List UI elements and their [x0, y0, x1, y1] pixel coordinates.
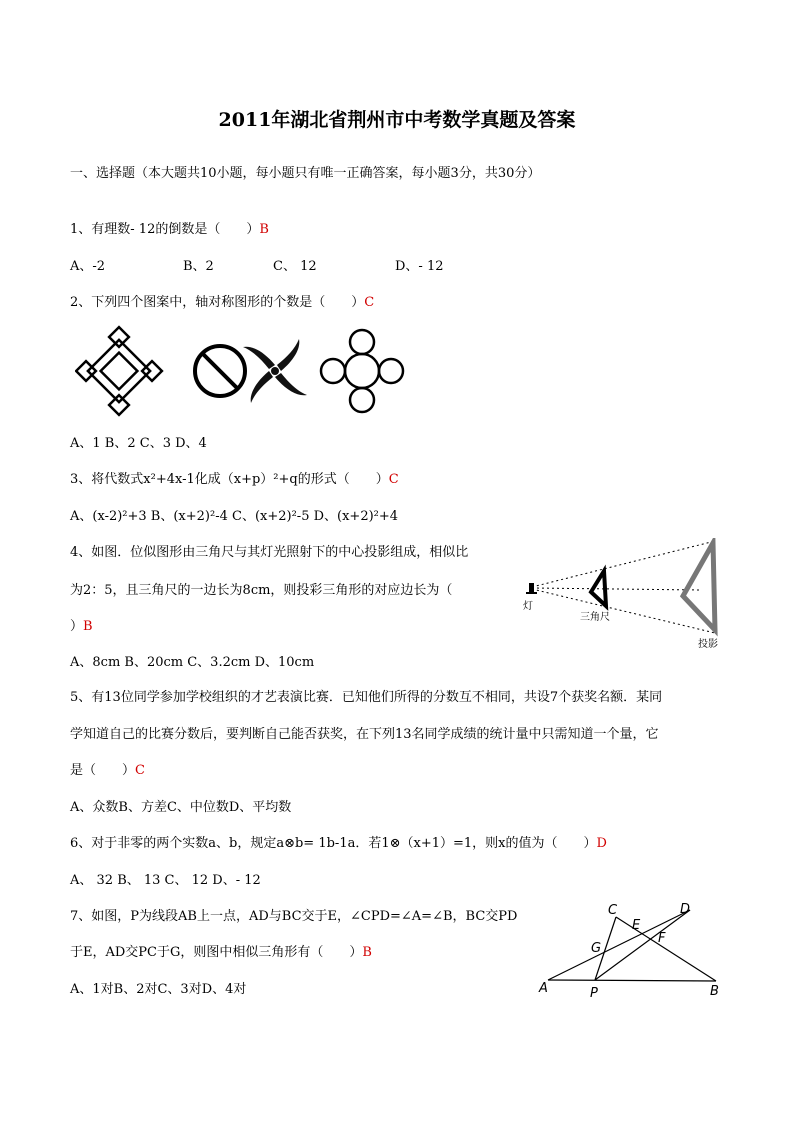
question-1-option-a: A、-2	[70, 259, 106, 274]
question-3	[70, 472, 399, 488]
point-label-a: A	[539, 981, 548, 996]
question-5-line-2: 学知道自己的比赛分数后，要判断自己能否获奖，在下列13名同学成绩的统计量中只需知道一个量，它	[70, 727, 659, 742]
question-7-answer: B	[362, 945, 372, 960]
pattern-pinwheel	[243, 339, 307, 403]
question-2-answer: C	[364, 295, 375, 310]
question-6-text: 6、对于非零的两个实数a、b，规定a⊗b= 1b-1a．若1⊗（x+1）=1，则x的值为（ ）	[70, 836, 597, 851]
question-7-line-1: 7、如图，P为线段AB上一点，AD与BC交于E，∠CPD=∠A=∠B，BC交PD	[70, 909, 518, 924]
label-triangle-ruler: 三角尺	[580, 612, 610, 623]
projected-triangle-shape	[683, 543, 715, 630]
question-1	[70, 222, 269, 238]
question-6	[70, 836, 607, 852]
question-4-answer: B	[83, 619, 93, 634]
question-1-answer: B	[259, 222, 269, 237]
question-5-text: 是（ ）	[70, 763, 136, 778]
question-5-line-1: 5、有13位同学参加学校组织的才艺表演比赛．已知他们所得的分数互不相同，共设7个获奖名额．某同	[70, 690, 663, 705]
question-3-answer: C	[388, 472, 399, 487]
question-7-line-2	[70, 945, 372, 961]
point-label-c: C	[608, 903, 618, 918]
question-6-answer: D	[596, 836, 607, 851]
question-1-option-d: D、- 12	[395, 259, 444, 274]
projection-figure	[520, 538, 735, 653]
page-title: 2011年湖北省荆州市中考数学真题及答案	[218, 109, 576, 131]
pattern-slashed-circle	[195, 346, 245, 396]
point-label-g: G	[591, 941, 602, 956]
question-4-line-3	[70, 619, 93, 635]
question-5-options: A、众数B、方差C、中位数D、平均数	[70, 800, 292, 815]
question-1-text: 1、有理数- 12的倒数是（ ）	[70, 222, 260, 237]
point-label-p: P	[590, 986, 598, 1000]
pattern-figures	[75, 325, 420, 425]
point-label-b: B	[710, 984, 719, 999]
question-1-option-b: B、2	[183, 259, 214, 274]
question-4-options: A、8cm B、20cm C、3.2cm D、10cm	[70, 655, 315, 670]
pattern-five-circles	[321, 330, 403, 412]
question-5-line-3	[70, 763, 145, 779]
question-2-options: A、1 B、2 C、3 D、4	[70, 436, 207, 451]
point-label-f: F	[658, 931, 666, 946]
lamp-icon	[526, 583, 537, 594]
question-4-paren: ）	[70, 619, 84, 634]
similar-triangles-figure	[538, 900, 733, 1000]
question-4-line-1: 4、如图．位似图形由三角尺与其灯光照射下的中心投影组成，相似比	[70, 545, 469, 560]
question-2	[70, 295, 374, 311]
question-6-options: A、 32 B、 13 C、 12 D、- 12	[70, 873, 261, 888]
question-5-answer: C	[135, 763, 145, 778]
question-7-text: 于E，AD交PC于G，则图中相似三角形有（ ）	[70, 945, 363, 960]
label-lamp: 灯	[523, 601, 533, 612]
label-projection: 投影	[698, 639, 718, 650]
section-heading: 一、选择题（本大题共10小题，每小题只有唯一正确答案，每小题3分，共30分）	[70, 166, 541, 181]
point-label-d: D	[680, 902, 691, 917]
question-1-option-c: C、 12	[273, 259, 317, 274]
question-3-options: A、(x-2)²+3 B、(x+2)²-4 C、(x+2)²-5 D、(x+2)²+4	[70, 509, 399, 524]
question-4-line-2: 为2：5，且三角尺的一边长为8cm，则投彩三角形的对应边长为（	[70, 583, 453, 598]
point-label-e: E	[632, 918, 641, 933]
pattern-diamond-squares	[76, 327, 162, 415]
question-7-options: A、1对B、2对C、3对D、4对	[70, 982, 247, 997]
question-2-text: 2、下列四个图案中，轴对称图形的个数是（ ）	[70, 295, 365, 310]
question-3-text: 3、将代数式x²+4x-1化成（x+p）²+q的形式（ ）	[70, 472, 389, 487]
